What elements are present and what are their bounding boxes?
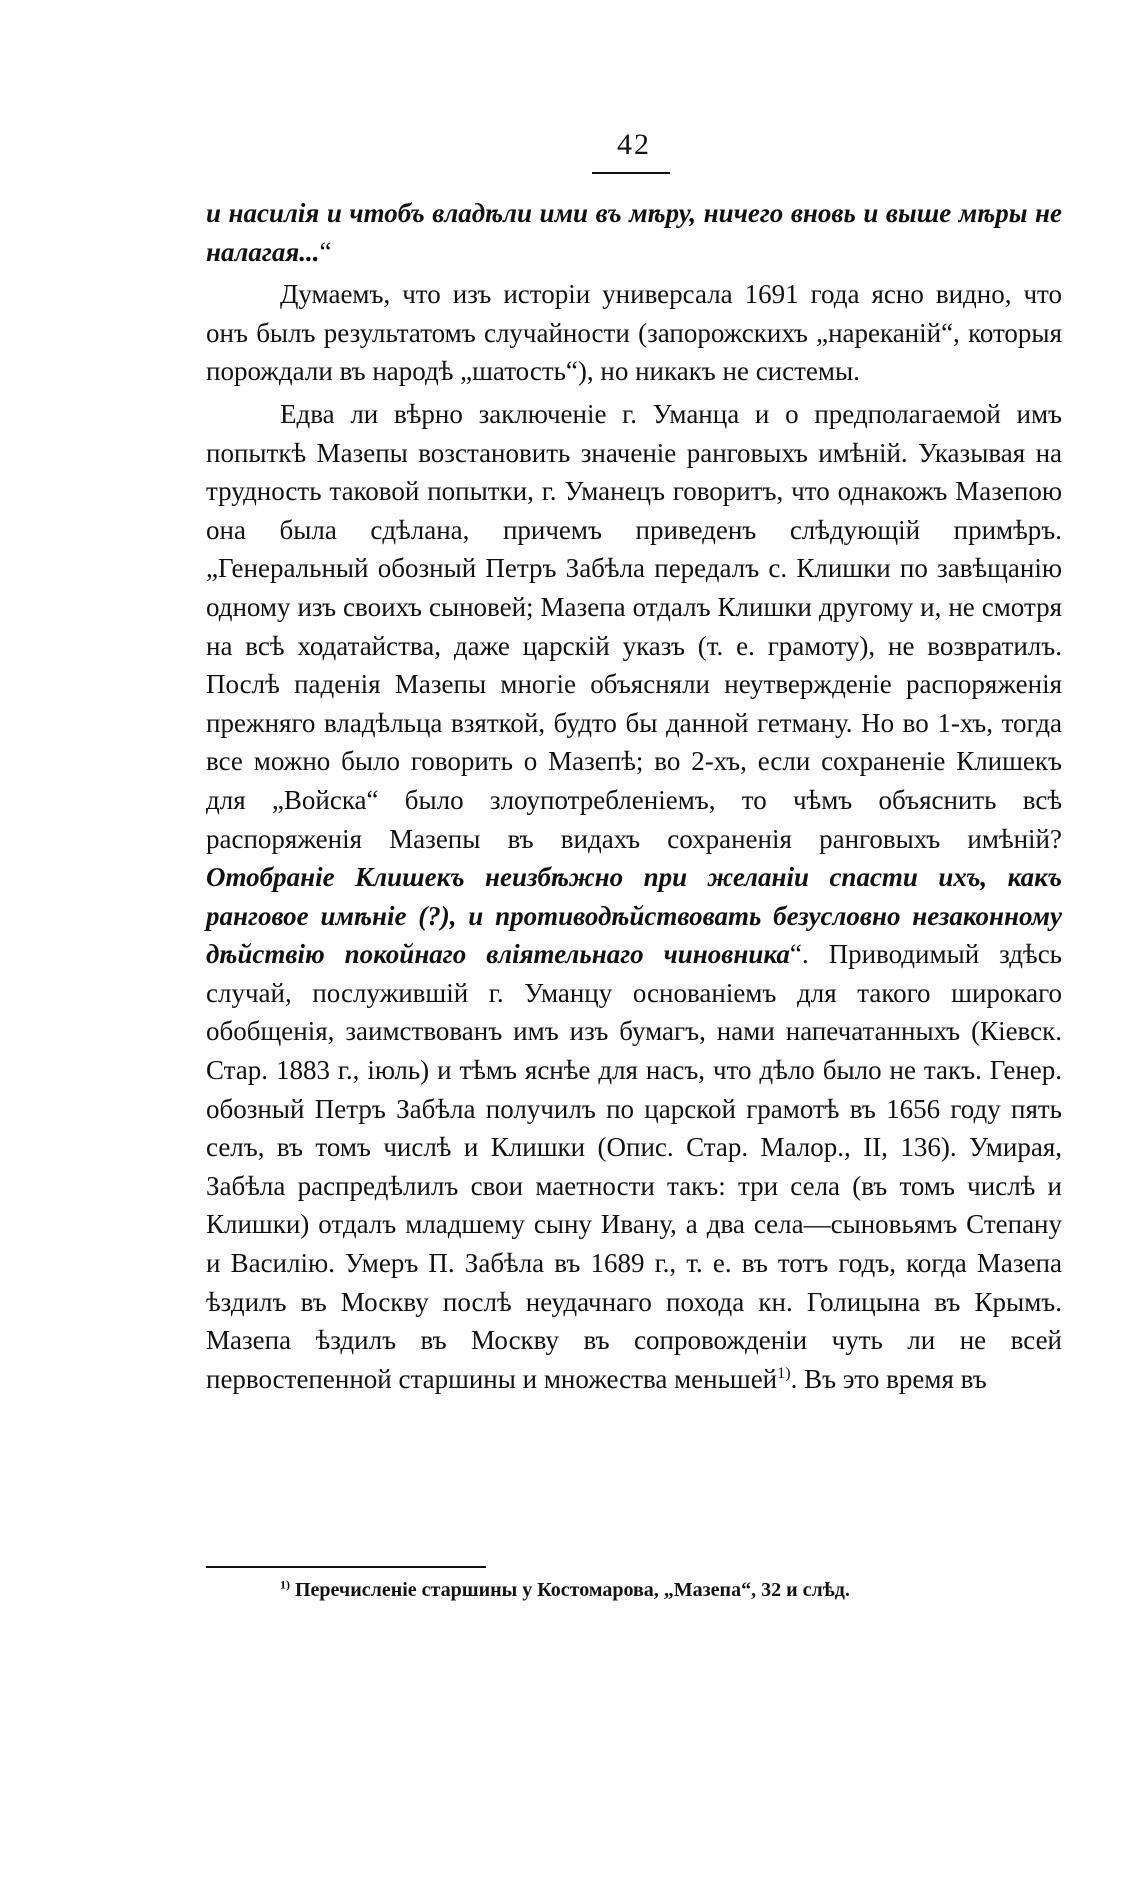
body-text [206, 194, 1062, 1402]
italic-text-run: Отобраніе Клишекъ неизбѣжно при желаніи спасти ихъ, какъ ранговое имѣніе (?), и противодѣйствовать безусловно незаконному дѣйствію покойнаго вліятельнаго чиновника [206, 862, 1062, 970]
paragraph [206, 395, 1062, 1398]
book-page [206, 0, 1062, 1901]
text-run: “ [319, 236, 332, 267]
paragraph [206, 194, 1062, 271]
text-run: “. Приводимый здѣсь случай, послужившій г. Уманцу основаніемъ для такого широкаго обобщенія, заимствованъ имъ изъ бумагъ, нами напечатанныхъ (Кіевск. Стар. 1883 г., іюль) и тѣмъ яснѣе для насъ, что дѣло было не такъ. Генер. обозный Петръ Забѣла получилъ по царской грамотѣ въ 1656 году пять селъ, въ томъ числѣ и Клишки (Опис. Стар. Малор., II, 136). Умирая, Забѣла распредѣлилъ свои маетности такъ: три села (въ томъ числѣ и Клишки) отдалъ младшему сыну Ивану, а два села—сыновьямъ Степану и Василію. Умеръ П. Забѣла въ 1689 г., т. е. въ тотъ годъ, когда Мазепа ѣздилъ въ Москву послѣ неудачнаго похода кн. Голицына въ Крымъ. Мазепа ѣздилъ въ Москву въ сопровожденіи чуть ли не всей первостепенной старшины и множества меньшей [206, 939, 1062, 1394]
text-run: Едва ли вѣрно заключеніе г. Уманца и о предполагаемой имъ попыткѣ Мазепы возстановить значеніе ранговыхъ имѣній. Указывая на трудность таковой попытки, г. Уманецъ говоритъ, что однакожъ Мазепою она была сдѣлана, причемъ приведенъ слѣдующій примѣръ. „Генеральный обозный Петръ Забѣла передалъ с. Клишки по завѣщанію одному изъ своихъ сыновей; Мазепа отдалъ Клишки другому и, не смотря на всѣ ходатайства, даже царскій указъ (т. е. грамоту), не возвратилъ. Послѣ паденія Мазепы многіе объясняли неутвержденіе распоряженія прежняго владѣльца взяткой, будто бы данной гетману. Но во 1-хъ, тогда все можно было говорить о Мазепѣ; во 2-хъ, если сохраненіе Клишекъ для „Войска“ было злоупотребленіемъ, то чѣмъ объяснить всѣ распоряженія Мазепы въ видахъ сохраненія ранговыхъ имѣній? [206, 398, 1062, 854]
page-number: 42 [617, 128, 651, 161]
footnote [280, 1576, 1062, 1604]
footnote-text: Перечисленіе старшины у Костомарова, „Мазепа“, 32 и слѣд. [290, 1579, 850, 1601]
text-run: Думаемъ, что изъ исторіи универсала 1691 года ясно видно, что онъ былъ результатомъ случайности (запорожскихъ „нареканій“, которыя порождали въ народѣ „шатость“), но никакъ не системы. [206, 279, 1062, 387]
text-run: . Въ это время въ [790, 1363, 987, 1394]
footnote-separator [206, 1566, 486, 1568]
paragraph [206, 275, 1062, 391]
italic-text-run: и насилія и чтобъ владѣли ими въ мѣру, ничего вновь и выше мѣры не налагая... [206, 198, 1062, 267]
page-number-rule [592, 172, 670, 174]
footnote-reference: 1) [777, 1363, 791, 1382]
footnote-marker: 1) [280, 1577, 290, 1592]
